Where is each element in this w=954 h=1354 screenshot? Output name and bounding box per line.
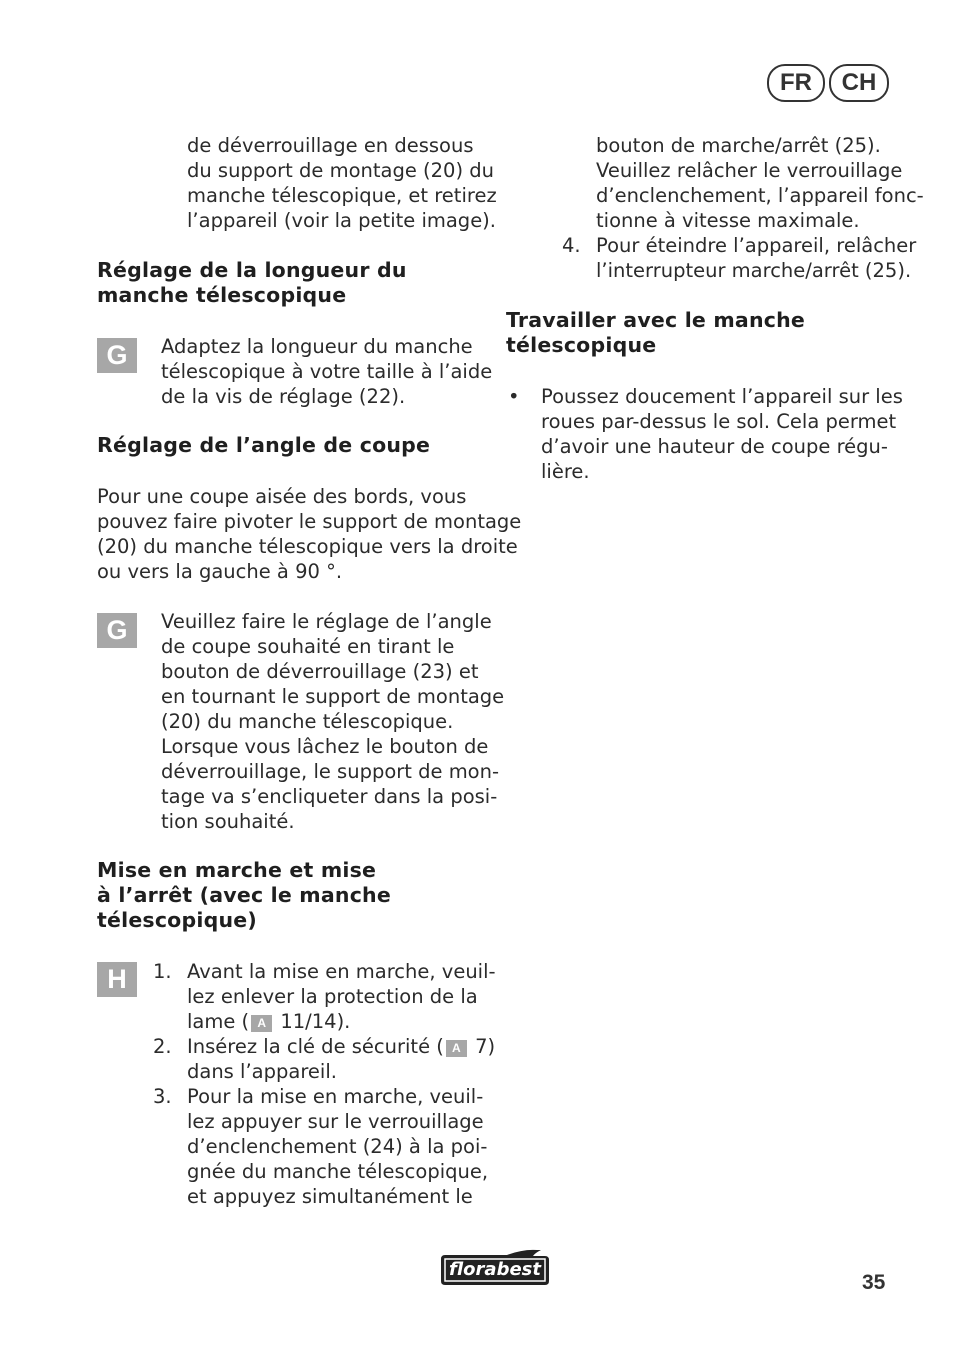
figure-ref-badge: A [446, 1040, 467, 1057]
body-line: tion souhaité. [161, 810, 295, 833]
figure-badge-g: G [97, 338, 137, 373]
step-line [187, 1009, 350, 1034]
bullet: • [508, 385, 520, 408]
bullet-line: lière. [541, 460, 590, 483]
body-line: télescopique à votre taille à l’aide [161, 360, 493, 383]
body-line: Adaptez la longueur du manche [161, 335, 473, 358]
step-text: 7) [468, 1035, 496, 1058]
body-line: de la vis de réglage (22). [161, 385, 406, 408]
page-number: 35 [862, 1271, 886, 1294]
body-line: bouton de déverrouillage (23) et [161, 660, 479, 683]
step-line: lez enlever la protection de la [187, 985, 478, 1008]
step-number: 2. [153, 1035, 172, 1058]
body-line: Lorsque vous lâchez le bouton de [161, 735, 489, 758]
intro-line: l’appareil (voir la petite image). [187, 209, 496, 232]
body-line: en tournant le support de montage [161, 685, 505, 708]
section-heading-angle: Réglage de l’angle de coupe [97, 433, 431, 457]
bullet-line: roues par-dessus le sol. Cela permet [541, 410, 897, 433]
intro-line: de déverrouillage en dessous [187, 134, 474, 157]
lang-badge-ch: CH [829, 64, 889, 102]
lang-badge-fr: FR [767, 64, 825, 102]
step-line: Pour la mise en marche, veuil- [187, 1085, 484, 1108]
step-line: bouton de marche/arrêt (25). [596, 134, 881, 157]
body-line: Veuillez faire le réglage de l’angle [161, 610, 492, 633]
step-text: Insérez la clé de sécurité ( [187, 1035, 444, 1058]
body-line: tage va s’encliqueter dans la posi- [161, 785, 498, 808]
section-heading-working: Travailler avec le manche [506, 308, 805, 332]
florabest-logo [437, 1247, 553, 1289]
section-heading-length: Réglage de la longueur du [97, 258, 407, 282]
section-heading-on-off: Mise en marche et mise [97, 858, 377, 882]
body-line: pouvez faire pivoter le support de montage [97, 510, 522, 533]
section-heading-working: télescopique [506, 333, 657, 357]
bullet-line: d’avoir une hauteur de coupe régu- [541, 435, 888, 458]
step-line: tionne à vitesse maximale. [596, 209, 860, 232]
intro-line: manche télescopique, et retirez [187, 184, 497, 207]
step-line: Avant la mise en marche, veuil- [187, 960, 496, 983]
body-line: Pour une coupe aisée des bords, vous [97, 485, 467, 508]
step-number: 3. [153, 1085, 172, 1108]
body-line: de coupe souhaité en tirant le [161, 635, 455, 658]
step-line: d’enclenchement (24) à la poi- [187, 1135, 488, 1158]
figure-ref-badge: A [251, 1015, 272, 1032]
body-line: ou vers la gauche à 90 °. [97, 560, 343, 583]
logo-text: florabest [449, 1259, 541, 1280]
step-line: lez appuyer sur le verrouillage [187, 1110, 484, 1133]
step-line: Veuillez relâcher le verrouillage [596, 159, 903, 182]
step-number: 4. [562, 234, 581, 257]
step-line [187, 1034, 495, 1059]
body-line: (20) du manche télescopique. [161, 710, 454, 733]
body-line: déverrouillage, le support de mon- [161, 760, 500, 783]
step-line: l’interrupteur marche/arrêt (25). [596, 259, 912, 282]
figure-badge-h: H [97, 962, 137, 997]
step-line: dans l’appareil. [187, 1060, 337, 1083]
section-heading-on-off: télescopique) [97, 908, 257, 932]
step-number: 1. [153, 960, 172, 983]
section-heading-length: manche télescopique [97, 283, 347, 307]
figure-badge-g: G [97, 613, 137, 648]
intro-line: du support de montage (20) du [187, 159, 494, 182]
bullet-line: Poussez doucement l’appareil sur les [541, 385, 903, 408]
section-heading-on-off: à l’arrêt (avec le manche [97, 883, 391, 907]
body-line: (20) du manche télescopique vers la droite [97, 535, 518, 558]
step-text: lame ( [187, 1010, 250, 1033]
step-text: 11/14). [274, 1010, 351, 1033]
step-line: d’enclenchement, l’appareil fonc- [596, 184, 924, 207]
step-line: Pour éteindre l’appareil, relâcher [596, 234, 917, 257]
step-line: gnée du manche télescopique, [187, 1160, 489, 1183]
step-line: et appuyez simultanément le [187, 1185, 473, 1208]
